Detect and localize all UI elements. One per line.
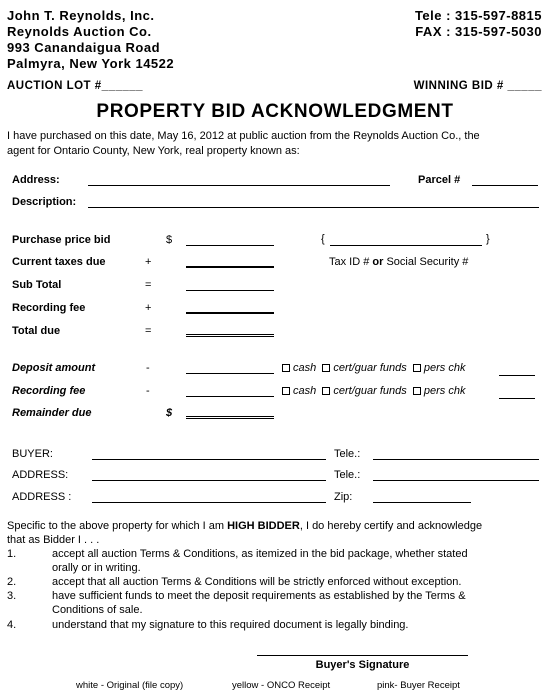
- remainder-due-label: Remainder due: [12, 407, 92, 419]
- deposit-amount-label: Deposit amount: [12, 362, 96, 374]
- recording-fee-symbol: +: [145, 302, 152, 314]
- current-taxes-symbol: +: [145, 256, 152, 268]
- recording-pers-checkbox[interactable]: [413, 387, 421, 395]
- zip-field[interactable]: [373, 489, 471, 503]
- certify-line-1: Specific to the above property for which I am HIGH BIDDER, I do hereby certify and acknowledge: [7, 520, 483, 532]
- certify-item-1-line-1: accept all auction Terms & Conditions, as itemized in the bid package, whether stated: [52, 548, 468, 560]
- tele2-field[interactable]: [373, 467, 539, 481]
- certify-line-2: that as Bidder I . . .: [7, 534, 100, 546]
- address2-field[interactable]: [92, 489, 326, 503]
- tele2-label: Tele.:: [334, 469, 361, 481]
- certify-item-1-num: 1.: [7, 548, 17, 560]
- recording-fee-label: Recording fee: [12, 302, 86, 314]
- company-name: John T. Reynolds, Inc.: [7, 8, 155, 23]
- intro-line-1: I have purchased on this date, May 16, 2012 at public auction from the Reynolds Auction Co., the: [7, 130, 480, 142]
- deposit-cash-checkbox[interactable]: [282, 364, 290, 372]
- tax-id-caption: Tax ID # or Social Security #: [329, 256, 469, 268]
- footer-yellow: yellow - ONCO Receipt: [232, 680, 331, 691]
- subtotal-symbol: =: [145, 279, 152, 291]
- address1-field[interactable]: [92, 467, 326, 481]
- page-title: PROPERTY BID ACKNOWLEDGMENT: [96, 101, 454, 122]
- description-field[interactable]: [88, 194, 539, 208]
- certify-item-1-line-2: orally or in writing.: [52, 562, 141, 574]
- current-taxes-label: Current taxes due: [12, 256, 106, 268]
- remainder-due-symbol: $: [166, 407, 173, 419]
- buyer-field[interactable]: [92, 446, 326, 460]
- company-tele: Tele : 315-597-8815: [414, 8, 542, 23]
- footer-pink: pink- Buyer Receipt: [377, 680, 460, 691]
- total-due-field[interactable]: [186, 321, 274, 337]
- address-field[interactable]: [88, 172, 390, 186]
- total-due-symbol: =: [145, 325, 152, 337]
- recording-payment-options: cash cert/guar funds pers chk: [282, 385, 465, 397]
- subtotal-field[interactable]: [186, 277, 274, 291]
- address2-label: ADDRESS :: [12, 491, 72, 503]
- signature-label: Buyer's Signature: [315, 659, 410, 671]
- deposit-cert-checkbox[interactable]: [322, 364, 330, 372]
- description-label: Description:: [12, 196, 77, 208]
- purchase-price-symbol: $: [166, 234, 173, 246]
- recording-fee-payment-label: Recording fee: [12, 385, 86, 397]
- deposit-check-number-field[interactable]: [499, 362, 535, 376]
- recording-cash-checkbox[interactable]: [282, 387, 290, 395]
- parcel-label: Parcel #: [418, 174, 461, 186]
- tele1-field[interactable]: [373, 446, 539, 460]
- recording-check-number-field[interactable]: [499, 385, 535, 399]
- tele1-label: Tele.:: [334, 448, 361, 460]
- auction-lot: AUCTION LOT #______: [7, 80, 144, 92]
- company-street: 993 Canandaigua Road: [7, 40, 161, 55]
- certify-item-3-line-2: Conditions of sale.: [52, 604, 143, 616]
- address1-label: ADDRESS:: [12, 469, 69, 481]
- deposit-amount-symbol: -: [146, 362, 150, 374]
- footer-white: white - Original (file copy): [76, 680, 184, 691]
- intro-line-2: agent for Ontario County, New York, real property known as:: [7, 145, 300, 157]
- winning-bid: WINNING BID # _____: [413, 80, 542, 92]
- recording-fee-field[interactable]: [186, 300, 274, 314]
- current-taxes-field[interactable]: [186, 254, 274, 268]
- buyer-label: BUYER:: [12, 448, 53, 460]
- deposit-amount-field[interactable]: [186, 360, 274, 374]
- recording-fee-payment-symbol: -: [146, 385, 150, 397]
- company-fax: FAX : 315-597-5030: [415, 24, 542, 39]
- zip-label: Zip:: [334, 491, 353, 503]
- address-label: Address:: [12, 174, 60, 186]
- recording-fee-payment-field[interactable]: [186, 383, 274, 397]
- deposit-pers-checkbox[interactable]: [413, 364, 421, 372]
- recording-cert-checkbox[interactable]: [322, 387, 330, 395]
- certify-item-3-num: 3.: [7, 590, 17, 602]
- parcel-field[interactable]: [472, 172, 538, 186]
- total-due-label: Total due: [12, 325, 61, 337]
- remainder-due-field[interactable]: [186, 403, 274, 419]
- tax-id-field[interactable]: [330, 232, 482, 246]
- subtotal-label: Sub Total: [12, 279, 62, 291]
- purchase-price-field[interactable]: [186, 232, 274, 246]
- certify-item-3-line-1: have sufficient funds to meet the deposit requirements as established by the Terms &: [52, 590, 466, 602]
- certify-item-2-line-1: accept that all auction Terms & Conditions will be strictly enforced without exception.: [52, 576, 462, 588]
- certify-item-2-num: 2.: [7, 576, 17, 588]
- company-sub: Reynolds Auction Co.: [7, 24, 152, 39]
- brace-open: {: [321, 233, 325, 245]
- purchase-price-label: Purchase price bid: [12, 234, 111, 246]
- certify-item-4-line-1: understand that my signature to this required document is legally binding.: [52, 619, 409, 631]
- company-city: Palmyra, New York 14522: [7, 56, 175, 71]
- brace-close: }: [486, 233, 490, 245]
- deposit-payment-options: cash cert/guar funds pers chk: [282, 362, 465, 374]
- signature-field[interactable]: [257, 642, 468, 656]
- certify-item-4-num: 4.: [7, 619, 17, 631]
